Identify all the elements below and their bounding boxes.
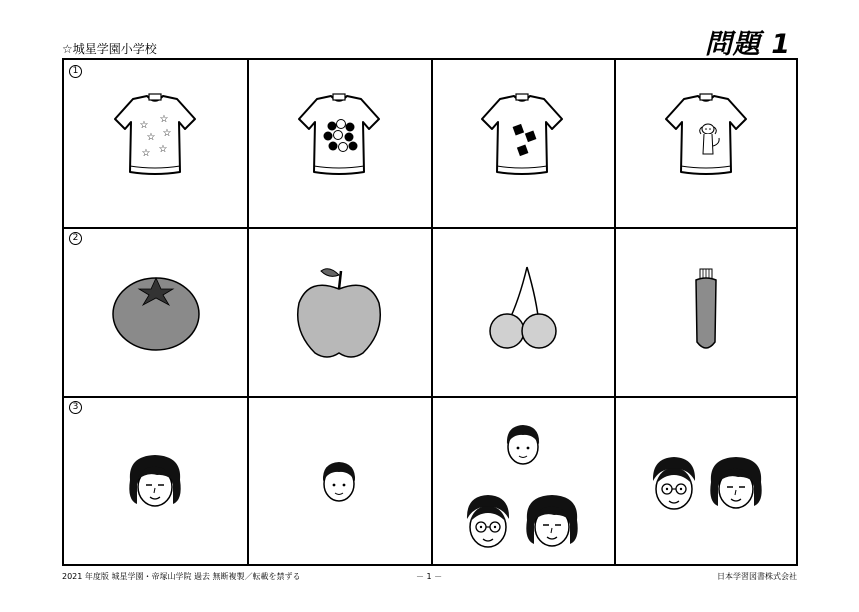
mother-face-icon [125, 452, 185, 512]
cherries-icon [483, 265, 563, 349]
grid-cell[interactable] [431, 227, 614, 396]
row-number: 1 [69, 65, 82, 78]
grid-cell[interactable] [614, 60, 798, 227]
family-three-faces-icon [460, 414, 586, 558]
grid-cell[interactable] [247, 396, 431, 566]
footer-publisher: 日本学習図書株式会社 [717, 572, 797, 581]
school-name: ☆城星学園小学校 [62, 42, 157, 56]
svg-text:☆: ☆ [146, 132, 156, 143]
child-face-icon [319, 456, 359, 506]
grid-cell[interactable] [64, 396, 247, 566]
svg-text:☆: ☆ [139, 120, 149, 131]
row-number: 2 [69, 232, 82, 245]
tshirt-stars-icon [115, 90, 195, 180]
svg-text:☆: ☆ [141, 148, 151, 159]
row-number: 3 [69, 401, 82, 414]
grid-cell[interactable] [64, 60, 247, 227]
svg-text:☆: ☆ [158, 144, 168, 155]
tshirt-dog-icon [666, 90, 746, 180]
tomato-icon [111, 271, 201, 351]
grid-cell[interactable] [247, 60, 431, 227]
footer-page-number: － 1 － [416, 572, 443, 581]
grid-cell[interactable] [247, 227, 431, 396]
carrot-icon [691, 267, 721, 353]
question-grid [62, 58, 798, 566]
svg-text:☆: ☆ [159, 114, 169, 125]
tshirt-squares-icon [482, 90, 562, 180]
tshirt-dots-icon [299, 90, 379, 180]
apple-icon [297, 263, 381, 359]
grid-cell[interactable] [431, 396, 614, 566]
grid-cell[interactable] [614, 227, 798, 396]
svg-text:☆: ☆ [162, 128, 172, 139]
grid-cell[interactable] [614, 396, 798, 566]
footer-copyright: 2021 年度版 城星学園・帝塚山学院 過去 無断複製／転載を禁ずる [62, 572, 301, 581]
page-title: 問題 1 [704, 29, 791, 60]
grid-cell[interactable] [64, 227, 247, 396]
grid-cell[interactable] [431, 60, 614, 227]
couple-faces-icon [642, 452, 770, 516]
